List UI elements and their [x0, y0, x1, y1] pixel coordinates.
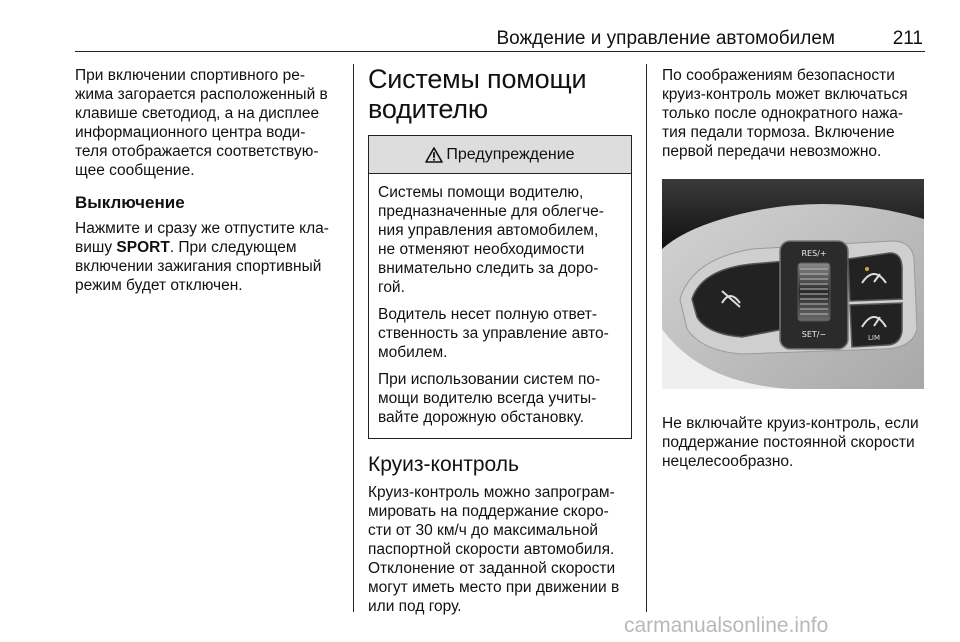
text-line: клавише светодиод, а на дисплее: [75, 105, 320, 122]
text-line: режим будет отключен.: [75, 277, 243, 294]
text-line: мобилем.: [378, 344, 448, 361]
cruise-paragraph: [368, 483, 632, 616]
sport-key-label: SPORT: [116, 239, 170, 256]
text-line: внимательно следить за доро-: [378, 260, 599, 277]
column-divider-right: [646, 64, 647, 612]
text-line: могут иметь место при движении в: [368, 579, 620, 596]
text-line: поддержание постоянной скорости: [662, 434, 915, 451]
text-line: не отменяют необходимости: [378, 241, 585, 258]
caution-paragraph: [662, 414, 928, 471]
text-line: первой передачи невозможно.: [662, 143, 882, 160]
res-label: RES/+: [801, 249, 827, 258]
title-line: водителю: [368, 94, 488, 124]
text-line: круиз-контроль может включаться: [662, 86, 908, 103]
text-line: Не включайте круиз-контроль, если: [662, 415, 919, 432]
text-line: Круиз-контроль можно запрограм-: [368, 484, 615, 501]
text-line: При включении спортивного ре-: [75, 67, 305, 84]
text-line: только после однократного нажа-: [662, 105, 903, 122]
set-label: SET/−: [801, 330, 827, 339]
off-heading: Выключение: [75, 193, 185, 212]
warning-header: [369, 136, 631, 174]
text-line: мощи водителю всегда учиты-: [378, 390, 597, 407]
text-line: ния управления автомобилем,: [378, 222, 599, 239]
text-line: Нажмите и сразу же отпустите кла-: [75, 220, 329, 237]
text-line: щее сообщение.: [75, 162, 195, 179]
safety-paragraph: [662, 66, 928, 161]
warning-box: [368, 135, 632, 439]
section-title: [368, 64, 632, 124]
text-line: Системы помощи водителю,: [378, 184, 584, 201]
text-line: Отклонение от заданной скорости: [368, 560, 616, 577]
column-1: [75, 66, 343, 295]
warning-paragraph-1: [378, 183, 622, 297]
title-line: Системы помощи: [368, 64, 587, 94]
text-line: или под гору.: [368, 598, 462, 615]
text-line: информационного центра води-: [75, 124, 306, 141]
page-number: 211: [892, 28, 923, 49]
text-line: жима загорается расположенный в: [75, 86, 328, 103]
header-rule: [75, 51, 925, 52]
text-line: гой.: [378, 279, 405, 296]
warning-body: [369, 174, 631, 438]
watermark: carmanualsonline.info: [624, 614, 829, 637]
text-line: [75, 238, 343, 257]
text-run: . При следующем: [169, 239, 297, 256]
text-line: Водитель несет полную ответ-: [378, 306, 597, 323]
warning-label: Предупреждение: [446, 145, 575, 163]
text-line: вайте дорожную обстановку.: [378, 409, 585, 426]
text-line: мировать на поддержание скоро-: [368, 503, 609, 520]
warning-paragraph-2: [378, 305, 622, 362]
chapter-title: Вождение и управление автомобилем: [496, 28, 835, 49]
text-line: паспортной скорости автомобиля.: [368, 541, 615, 558]
cruise-heading: Круиз-контроль: [368, 453, 519, 476]
column-2: [368, 66, 632, 616]
column-divider-left: [353, 64, 354, 612]
text-line: При использовании систем по-: [378, 371, 601, 388]
warning-paragraph-3: [378, 370, 622, 427]
text-line: ственность за управление авто-: [378, 325, 609, 342]
cruise-control-photo: [662, 179, 924, 389]
text-line: тия педали тормоза. Включение: [662, 124, 895, 141]
sport-intro-paragraph: [75, 66, 343, 180]
off-paragraph: [75, 219, 343, 295]
text-line: сти от 30 км/ч до максимальной: [368, 522, 599, 539]
text-line: теля отображается соответствую-: [75, 143, 319, 160]
column-3: [662, 66, 928, 471]
lim-label: LIM: [867, 334, 881, 342]
text-line: По соображениям безопасности: [662, 67, 895, 84]
text-line: нецелесообразно.: [662, 453, 794, 470]
text-line: предназначенные для облегче-: [378, 203, 604, 220]
warning-triangle-icon: [425, 147, 443, 163]
text-run: вишу: [75, 239, 117, 256]
text-line: включении зажигания спортивный: [75, 258, 322, 275]
